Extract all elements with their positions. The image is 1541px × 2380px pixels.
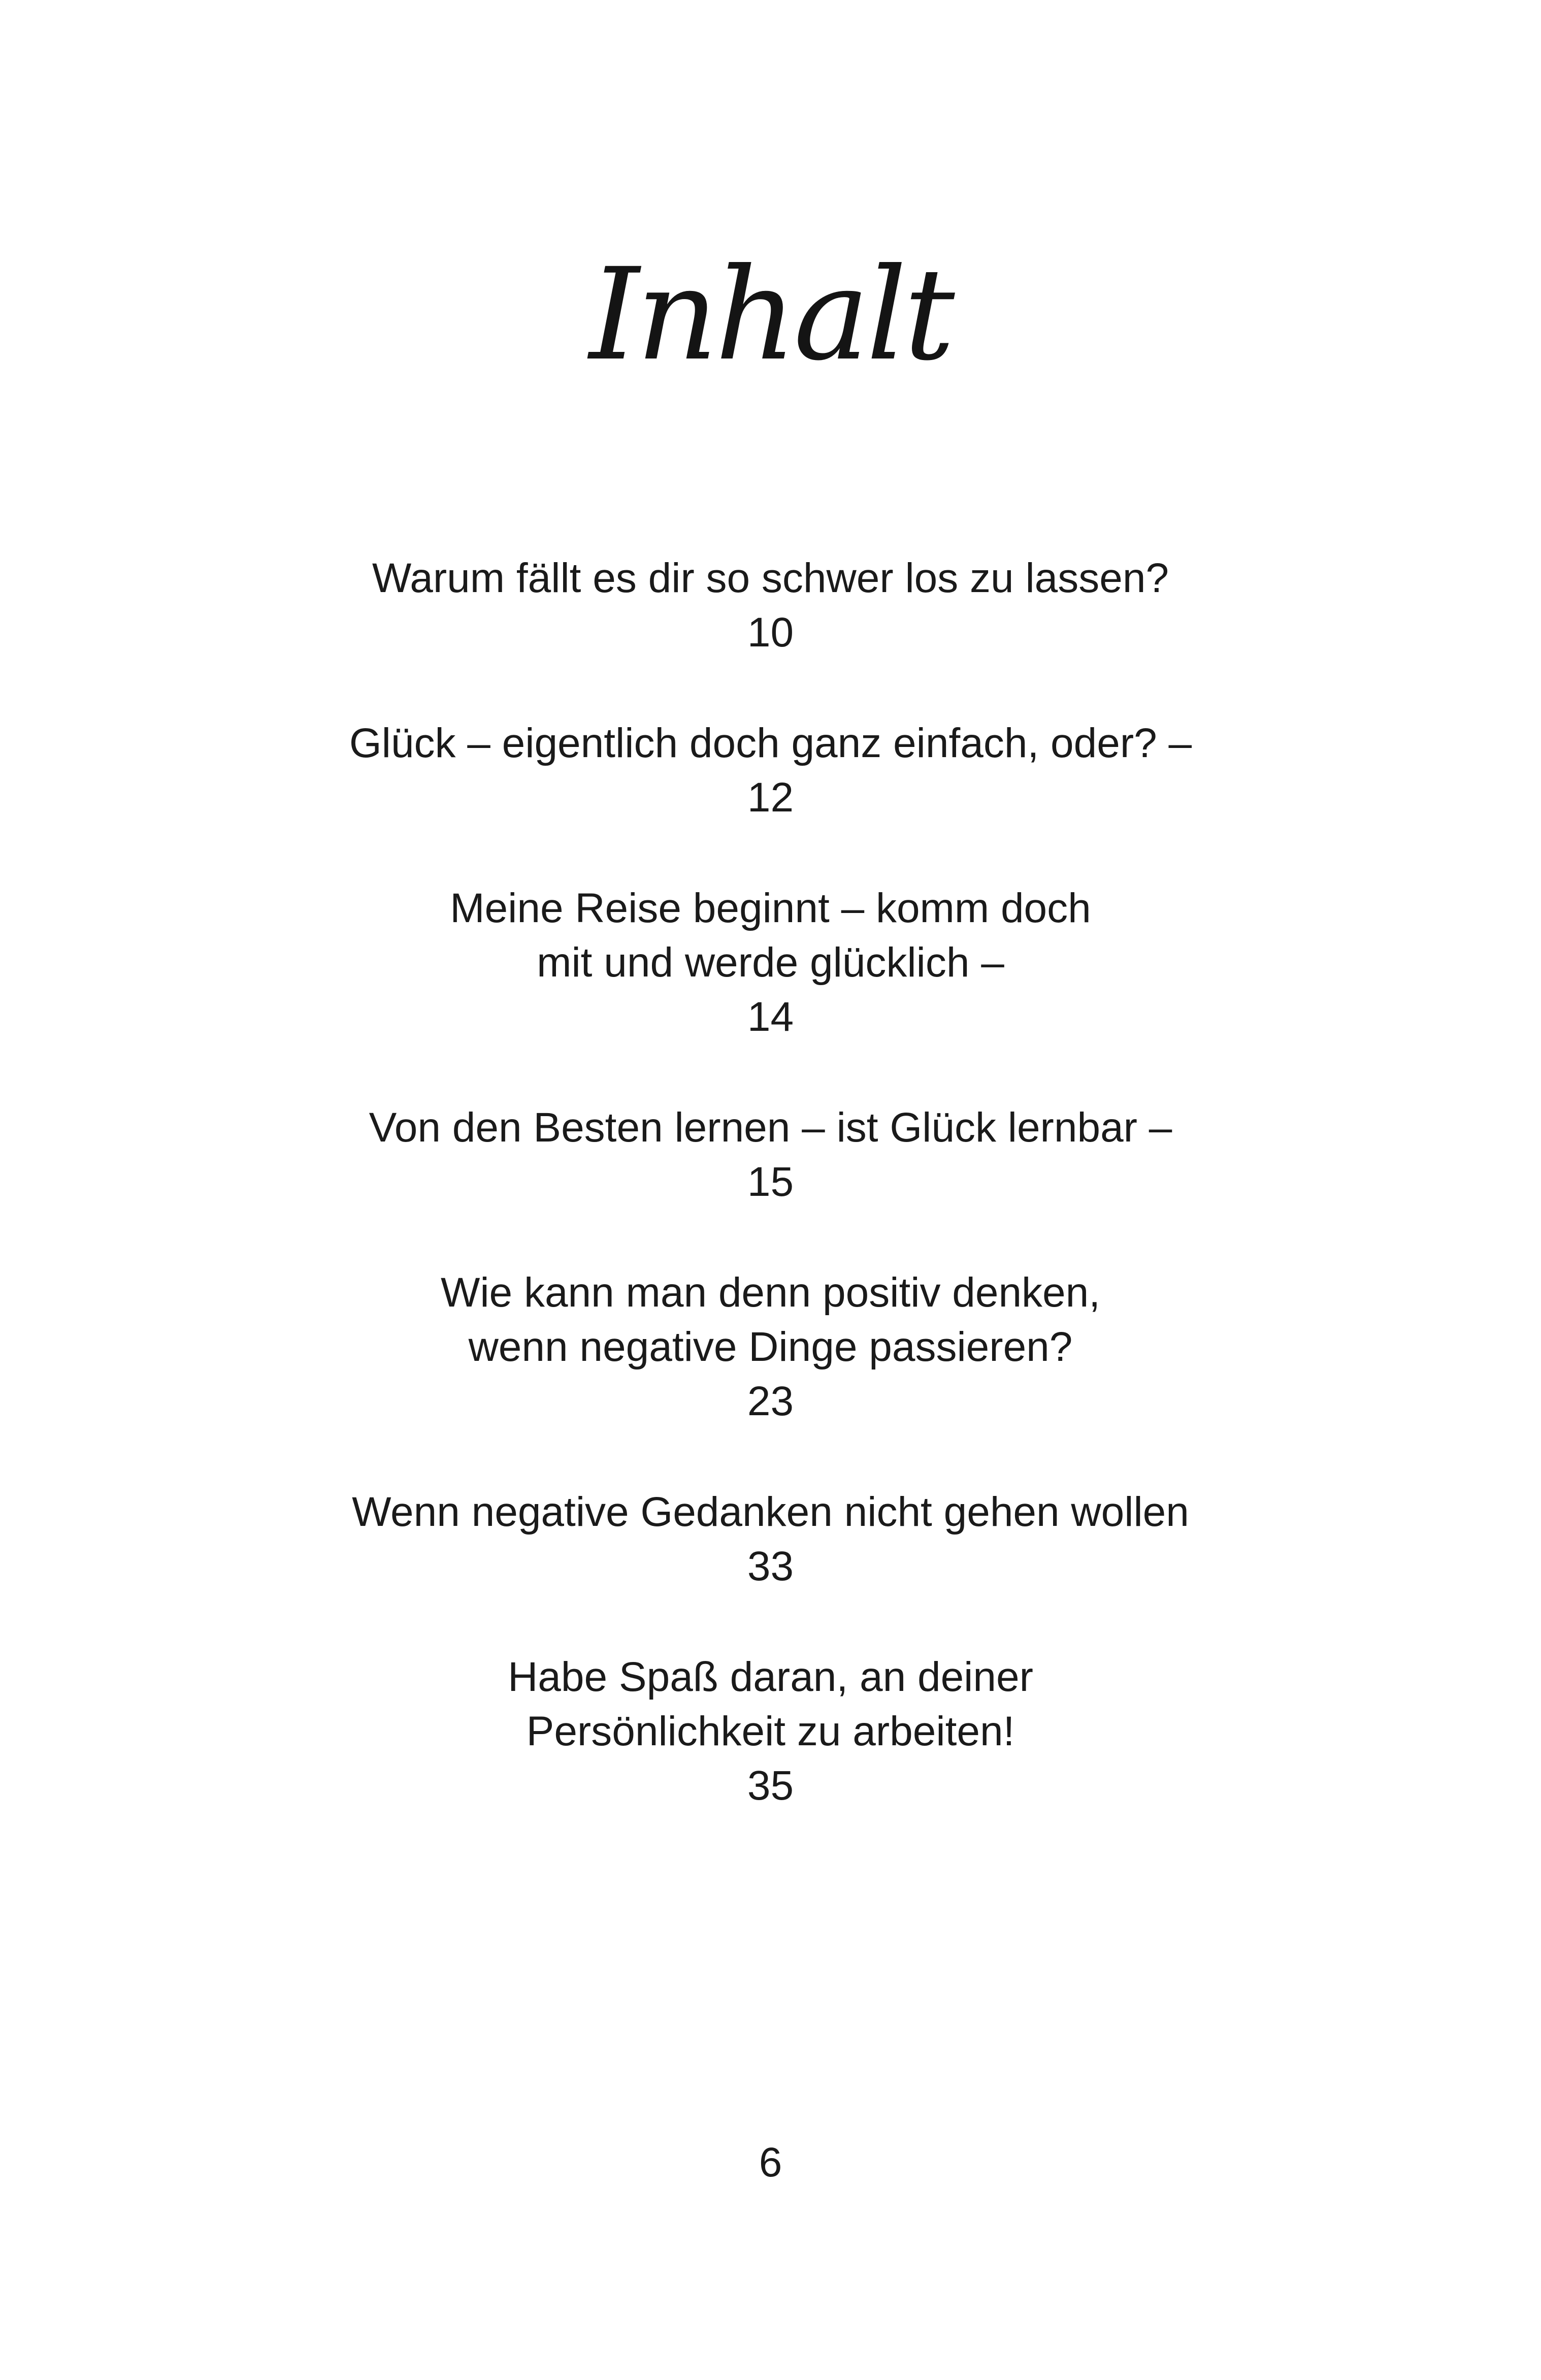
- table-of-contents: [0, 551, 1541, 1869]
- toc-entry-page: 35: [747, 1763, 794, 1809]
- toc-entry-page: 12: [747, 774, 794, 821]
- toc-entry-page: 15: [747, 1159, 794, 1205]
- toc-entry-title-line: Wenn negative Gedanken nicht gehen wollen: [352, 1489, 1189, 1535]
- toc-entry-title-line: wenn negative Dinge passieren?: [468, 1324, 1073, 1370]
- toc-entry-title-line: Von den Besten lernen – ist Glück lernbar –: [369, 1104, 1172, 1151]
- toc-entry-page: 33: [747, 1543, 794, 1589]
- toc-entry-page: 14: [747, 994, 794, 1040]
- toc-entry-page: 23: [747, 1378, 794, 1424]
- toc-entry: [0, 1265, 1541, 1428]
- page-number: 6: [759, 2139, 782, 2186]
- toc-entry: [0, 1100, 1541, 1209]
- toc-entry: [0, 1650, 1541, 1813]
- toc-entry-title-line: Glück – eigentlich doch ganz einfach, oder? –: [349, 720, 1192, 766]
- toc-entry: [0, 881, 1541, 1044]
- toc-entry-title-line: Meine Reise beginnt – komm doch: [450, 885, 1091, 931]
- toc-entry-title-line: Habe Spaß daran, an deiner: [508, 1654, 1033, 1700]
- toc-entry-title-line: Persönlichkeit zu arbeiten!: [526, 1708, 1015, 1754]
- toc-entry-title-line: Warum fällt es dir so schwer los zu lassen?: [372, 555, 1169, 601]
- page-title: Inhalt: [589, 241, 952, 388]
- toc-entry: [0, 1485, 1541, 1593]
- toc-entry-title-line: mit und werde glücklich –: [537, 939, 1004, 986]
- toc-entry-title-line: Wie kann man denn positiv denken,: [440, 1269, 1101, 1316]
- toc-entry: [0, 551, 1541, 660]
- toc-entry-page: 10: [747, 609, 794, 656]
- toc-entry: [0, 716, 1541, 825]
